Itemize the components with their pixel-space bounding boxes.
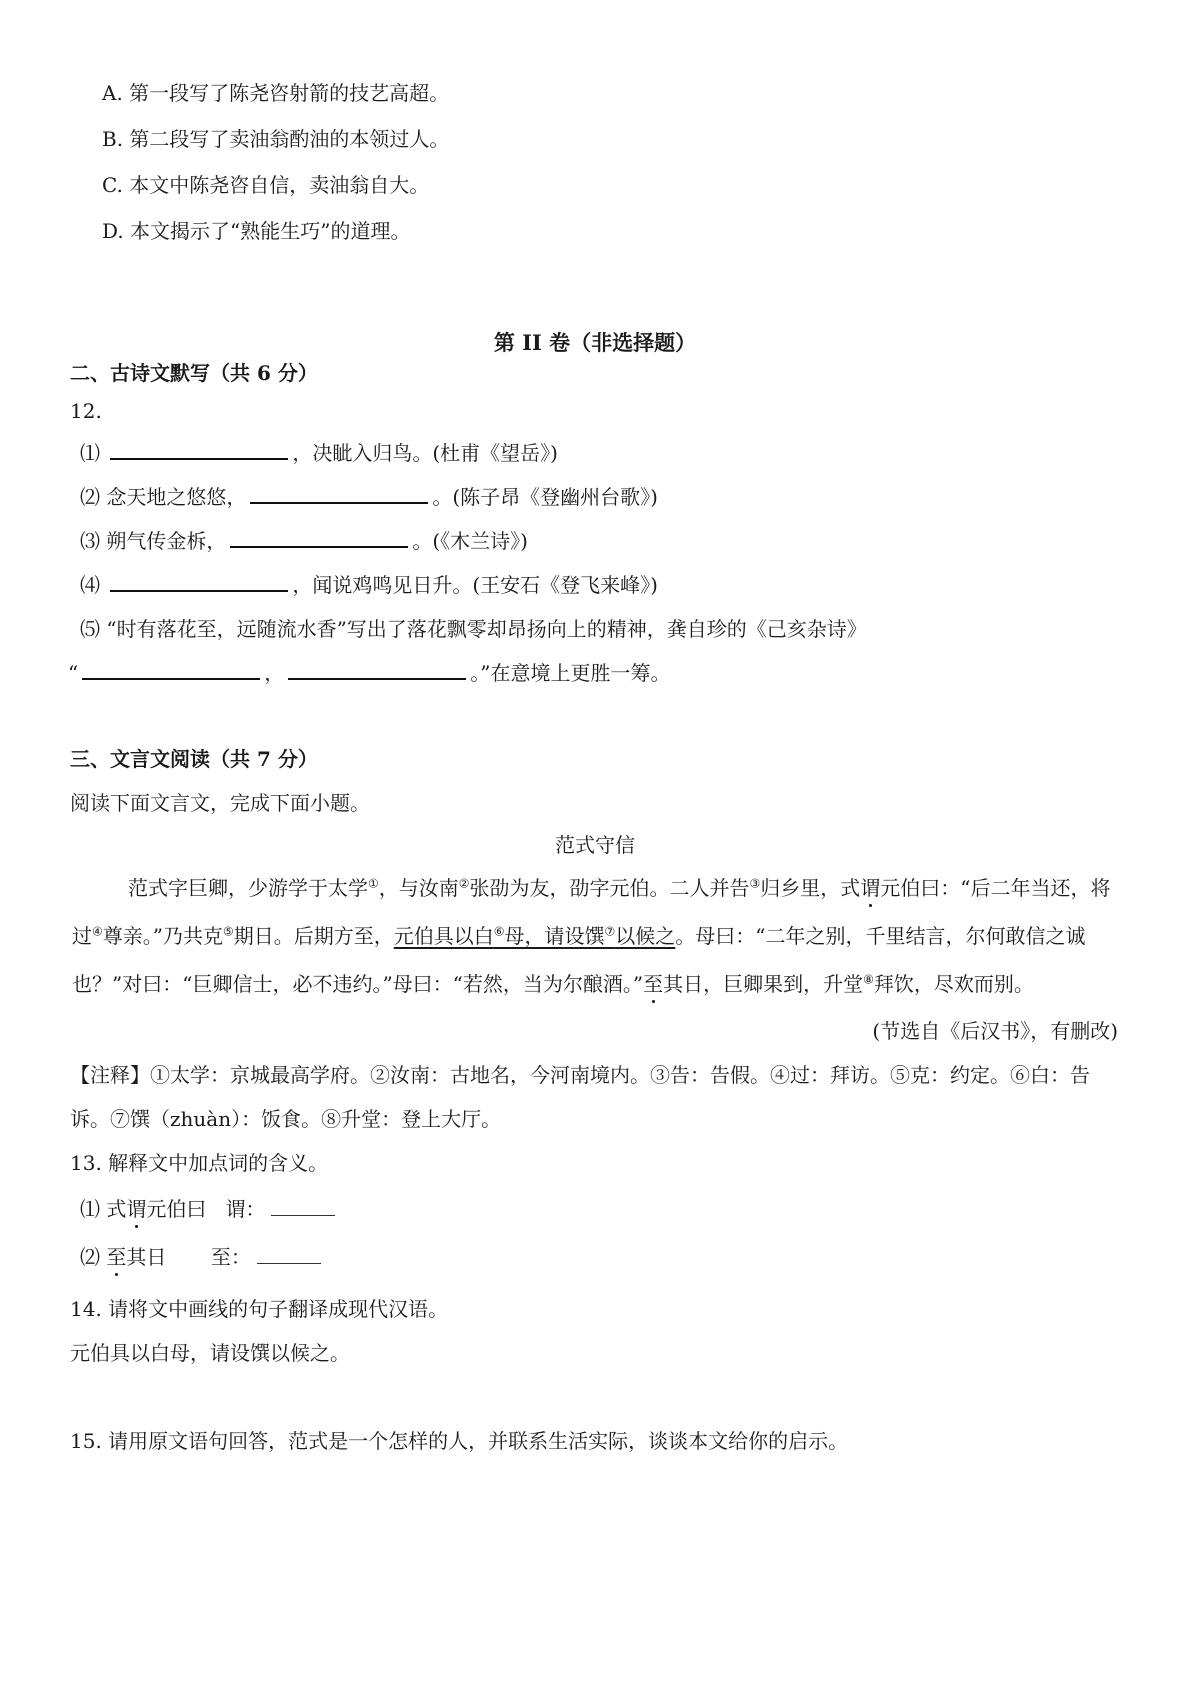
note-ref: ② bbox=[458, 876, 470, 891]
section3-intro: 阅读下面文言文，完成下面小题。 bbox=[70, 791, 370, 815]
answer-blank[interactable] bbox=[288, 660, 466, 680]
answer-blank[interactable] bbox=[271, 1197, 335, 1216]
item-text: 念天地之悠悠， bbox=[106, 485, 247, 509]
answer-blank[interactable] bbox=[110, 572, 288, 592]
dotted-word: 至 bbox=[106, 1245, 127, 1269]
item-text: ，闻说鸡鸣见日升。(王安石《登飞来峰》) bbox=[292, 573, 658, 597]
comma: ， bbox=[264, 661, 285, 685]
notes-line-1: 【注释】①太学：京城最高学府。②汝南：古地名，今河南境内。③告：告假。④过：拜访。⑤克：约定。⑥白：告 bbox=[70, 1063, 1090, 1087]
item-number: ⑴ bbox=[80, 1197, 100, 1221]
item-label: 至： bbox=[210, 1245, 251, 1269]
question-13: 13. 解释文中加点词的含义。 bbox=[70, 1151, 329, 1175]
option-b: B. 第二段写了卖油翁酌油的本领过人。 bbox=[102, 127, 450, 151]
passage-text: 拜饮，尽欢而别。 bbox=[873, 972, 1034, 996]
passage-text: 尊亲。”乃共克 bbox=[102, 924, 223, 948]
dotted-word: 至 bbox=[643, 972, 664, 996]
item-number: ⑵ bbox=[80, 1245, 100, 1269]
item-text: ，决眦入归鸟。(杜甫《望岳》) bbox=[292, 441, 558, 465]
item-number: ⑴ bbox=[80, 441, 100, 465]
item-text: 。(《木兰诗》) bbox=[412, 529, 528, 553]
note-ref: ③ bbox=[749, 876, 761, 891]
answer-blank[interactable] bbox=[110, 440, 288, 460]
notes-line-2: 诉。⑦馔（zhuàn）：饭食。⑧升堂：登上大厅。 bbox=[70, 1107, 502, 1131]
q12-item-2 bbox=[80, 484, 658, 510]
underlined-sentence bbox=[394, 924, 676, 948]
underlined-text: 以候之 bbox=[615, 924, 676, 948]
q12-item-4 bbox=[80, 572, 658, 598]
passage-text: 其日，巨卿果到，升堂 bbox=[663, 972, 864, 996]
passage-source: (节选自《后汉书》，有删改) bbox=[872, 1019, 1118, 1043]
open-quote: “ bbox=[68, 661, 79, 685]
passage-text: 范式字巨卿，少游学于太学 bbox=[128, 876, 368, 900]
item-text: 。”在意境上更胜一筹。 bbox=[470, 661, 671, 685]
item-text: 。(陈子昂《登幽州台歌》) bbox=[432, 485, 658, 509]
q13-item-2 bbox=[80, 1244, 321, 1270]
q13-item-1 bbox=[80, 1196, 335, 1222]
dotted-word: 谓 bbox=[860, 876, 881, 900]
answer-blank[interactable] bbox=[250, 484, 428, 504]
item-text: 其日 bbox=[126, 1245, 167, 1269]
item-text: 元伯曰 bbox=[146, 1197, 207, 1221]
item-text: 朔气传金柝， bbox=[106, 529, 227, 553]
note-ref: ⑤ bbox=[223, 924, 234, 939]
item-number: ⑶ bbox=[80, 529, 100, 553]
q12-item-3 bbox=[80, 528, 528, 554]
question-12-number: 12. bbox=[70, 399, 102, 423]
passage-title: 范式守信 bbox=[555, 833, 635, 857]
answer-blank[interactable] bbox=[82, 660, 260, 680]
item-number: ⑸ bbox=[80, 617, 100, 641]
q12-item-1 bbox=[80, 440, 558, 466]
passage-text: 元伯曰：“后二年当还，将过 bbox=[72, 876, 1111, 948]
underlined-text: 元伯具以白 bbox=[393, 924, 494, 948]
answer-blank[interactable] bbox=[230, 528, 408, 548]
item-number: ⑵ bbox=[80, 485, 100, 509]
passage-body bbox=[72, 864, 1128, 1008]
dotted-word: 谓 bbox=[126, 1197, 147, 1221]
q12-item-5-blanks bbox=[68, 660, 670, 686]
item-label: 谓： bbox=[225, 1197, 266, 1221]
passage-text: ，与汝南 bbox=[378, 876, 459, 900]
note-ref: ① bbox=[368, 876, 379, 891]
q14-sentence: 元伯具以白母，请设馔以候之。 bbox=[70, 1341, 350, 1365]
passage-text: 归乡里，式 bbox=[760, 876, 861, 900]
note-ref: ④ bbox=[92, 924, 103, 939]
section2-heading: 二、古诗文默写（共 6 分） bbox=[70, 361, 318, 385]
passage-text: 期日。后期方至， bbox=[233, 924, 394, 948]
underlined-text: 母，请设馔 bbox=[504, 924, 605, 948]
item-text: 式 bbox=[106, 1197, 127, 1221]
option-a: A. 第一段写了陈尧咨射箭的技艺高超。 bbox=[102, 81, 450, 105]
item-number: ⑷ bbox=[80, 573, 100, 597]
option-d: D. 本文揭示了“熟能生巧”的道理。 bbox=[102, 219, 411, 243]
section3-heading: 三、文言文阅读（共 7 分） bbox=[70, 747, 318, 771]
note-ref: ⑥ bbox=[493, 924, 505, 939]
option-c: C. 本文中陈尧咨自信，卖油翁自大。 bbox=[102, 173, 430, 197]
question-14: 14. 请将文中画线的句子翻译成现代汉语。 bbox=[70, 1297, 449, 1321]
question-15: 15. 请用原文语句回答，范式是一个怎样的人，并联系生活实际，谈谈本文给你的启示。 bbox=[70, 1429, 849, 1453]
q12-item-5 bbox=[80, 616, 867, 642]
answer-blank[interactable] bbox=[257, 1245, 321, 1264]
passage-text: 。母曰：“二年之别，千里结言，尔何敢信之诚也？”对曰：“巨卿信士，必不违约。”母曰：“若然，当为尔酿酒。” bbox=[72, 924, 1086, 996]
item-text: “时有落花至，远随流水香”写出了落花飘零却昂扬向上的精神，龚自珍的《己亥杂诗》 bbox=[106, 617, 867, 641]
passage-text: 张劭为友，劭字元伯。二人并告 bbox=[469, 876, 750, 900]
note-ref: ⑧ bbox=[863, 972, 874, 987]
note-ref: ⑦ bbox=[604, 924, 616, 939]
part-title: 第 II 卷（非选择题） bbox=[493, 330, 697, 355]
